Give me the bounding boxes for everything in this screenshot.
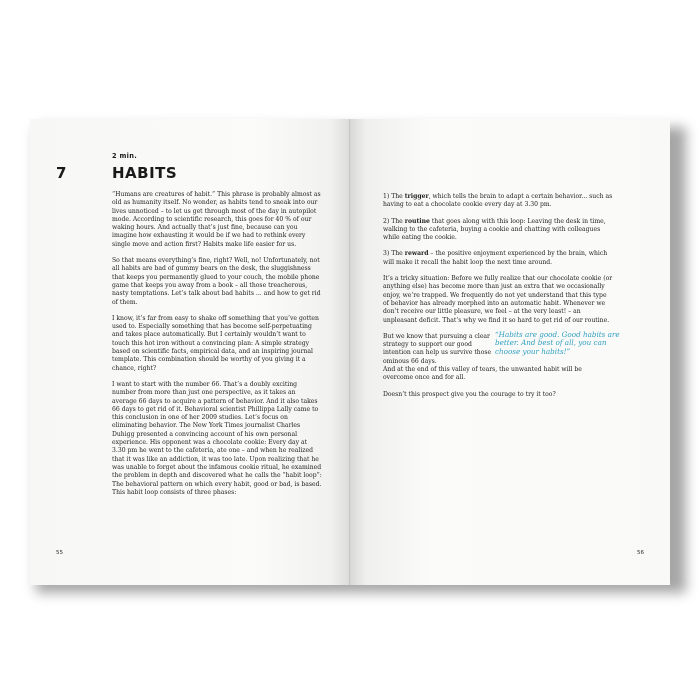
paragraph: I know, it’s far from easy to shake off something that you’ve gotten used to. Especially something that has become self-perpetuating and takes place automatically. But I certainly wouldn’t want to touch this hot iron without a convincing plan: A simple strategy based on scientific facts, empirical data, and an inspiring journal template. This combination should be worthy of you giving it a chance, right? xyxy=(112,314,319,372)
paragraph: And at the end of this valley of tears, the unwanted habit will be overcome once and for all. xyxy=(383,366,582,382)
left-page xyxy=(30,119,350,585)
left-body-text xyxy=(112,191,322,505)
paragraph: So that means everything’s fine, right? Well, no! Unfortunately, not all habits are bad of gummy bears on the desk, the sluggishness that keeps you permanently glued to your couch, the mobile phone game that keeps you away from a book – all those treacherous, nasty temptations. Let’s talk about bad habits ... and how to get rid of them. xyxy=(112,257,321,306)
term-routine: routine xyxy=(404,217,430,225)
list-item-routine: 2) The routine that goes along with this loop: Leaving the desk in time, walking to the cafeteria, buying a cookie and chatting with colleagues while eating the cookie. xyxy=(383,217,606,242)
paragraph-closing: Doesn’t this prospect give you the courage to try it too? xyxy=(383,390,556,398)
page-number-right: 56 xyxy=(637,550,645,556)
paragraph: But we know that pursuing a clear strategy to support our good intention can help us survive those ominous 66 days. xyxy=(383,332,492,365)
reading-duration: 2 min. xyxy=(112,152,138,160)
pull-quote-block xyxy=(383,329,620,366)
right-page xyxy=(350,119,670,585)
term-reward: reward xyxy=(404,250,429,258)
term-trigger: trigger xyxy=(404,193,429,200)
paragraph: It’s a tricky situation: Before we fully realize that our chocolate cookie (or anything else) has become more than just an extra that we occasionally enjoy, we’re trapped. We frequently do not yet understand that this type of behavior has already morphed into an automatic habit. Whenever we don’t receive our little pleasure, we feel – at the very least! – an unpleasant deficit. That’s why we find it so hard to get rid of our routine. xyxy=(383,275,613,324)
chapter-number: 7 xyxy=(56,164,67,182)
paragraph: I want to start with the number 66. That’s a doubly exciting number from more than just one perspective, as it takes an average 66 days to acquire a pattern of behavior. And it also takes 66 days to get rid of it. Behavioral scientist Phillippa Lally came to this conclusion in one of her 2009 studies. Let’s focus on eliminating behavior. The New York Times journalist Charles Duhigg presented a convincing account of his own personal experience. His opponent was a chocolate cookie: Every day at 3.30 pm he went to the cafeteria, ate one – and when he realized that it was like an addiction, it was too late. Upon realizing that he was unable to forget about the infamous cookie ritual, he examined the problem in depth and discovered what he calls the “habit loop”: The behavioral pattern on which every habit, good or bad, is based. This habit loop consists of three phases: xyxy=(112,380,322,496)
list-item-reward: 3) The reward – the positive enjoyment experienced by the brain, which will make it recall the habit loop the next time around. xyxy=(383,250,608,266)
chapter-title: HABITS xyxy=(112,164,178,182)
paragraph: “Humans are creatures of habit.” This phrase is probably almost as old as humanity itself. No wonder, as habits tend to sneak into our lives unnoticed – to let us get through most of the day in autopilot mode. According to scientific research, this goes for 40 % of our waking hours. And actually that’s just fine, because can you imagine how exhausting it would be if we had to rethink every single move and action first? Habits make life easier for us. xyxy=(112,191,321,248)
right-body-text xyxy=(383,193,620,407)
pull-quote: “Habits are good. Good habits are better. And best of all, you can choose your habits!” xyxy=(495,329,620,357)
page-number-left: 55 xyxy=(56,550,64,556)
list-item-trigger: 1) The trigger, which tells the brain to adapt a certain behavior... such as having to eat a chocolate cookie every day at 3.30 pm. xyxy=(383,193,613,209)
